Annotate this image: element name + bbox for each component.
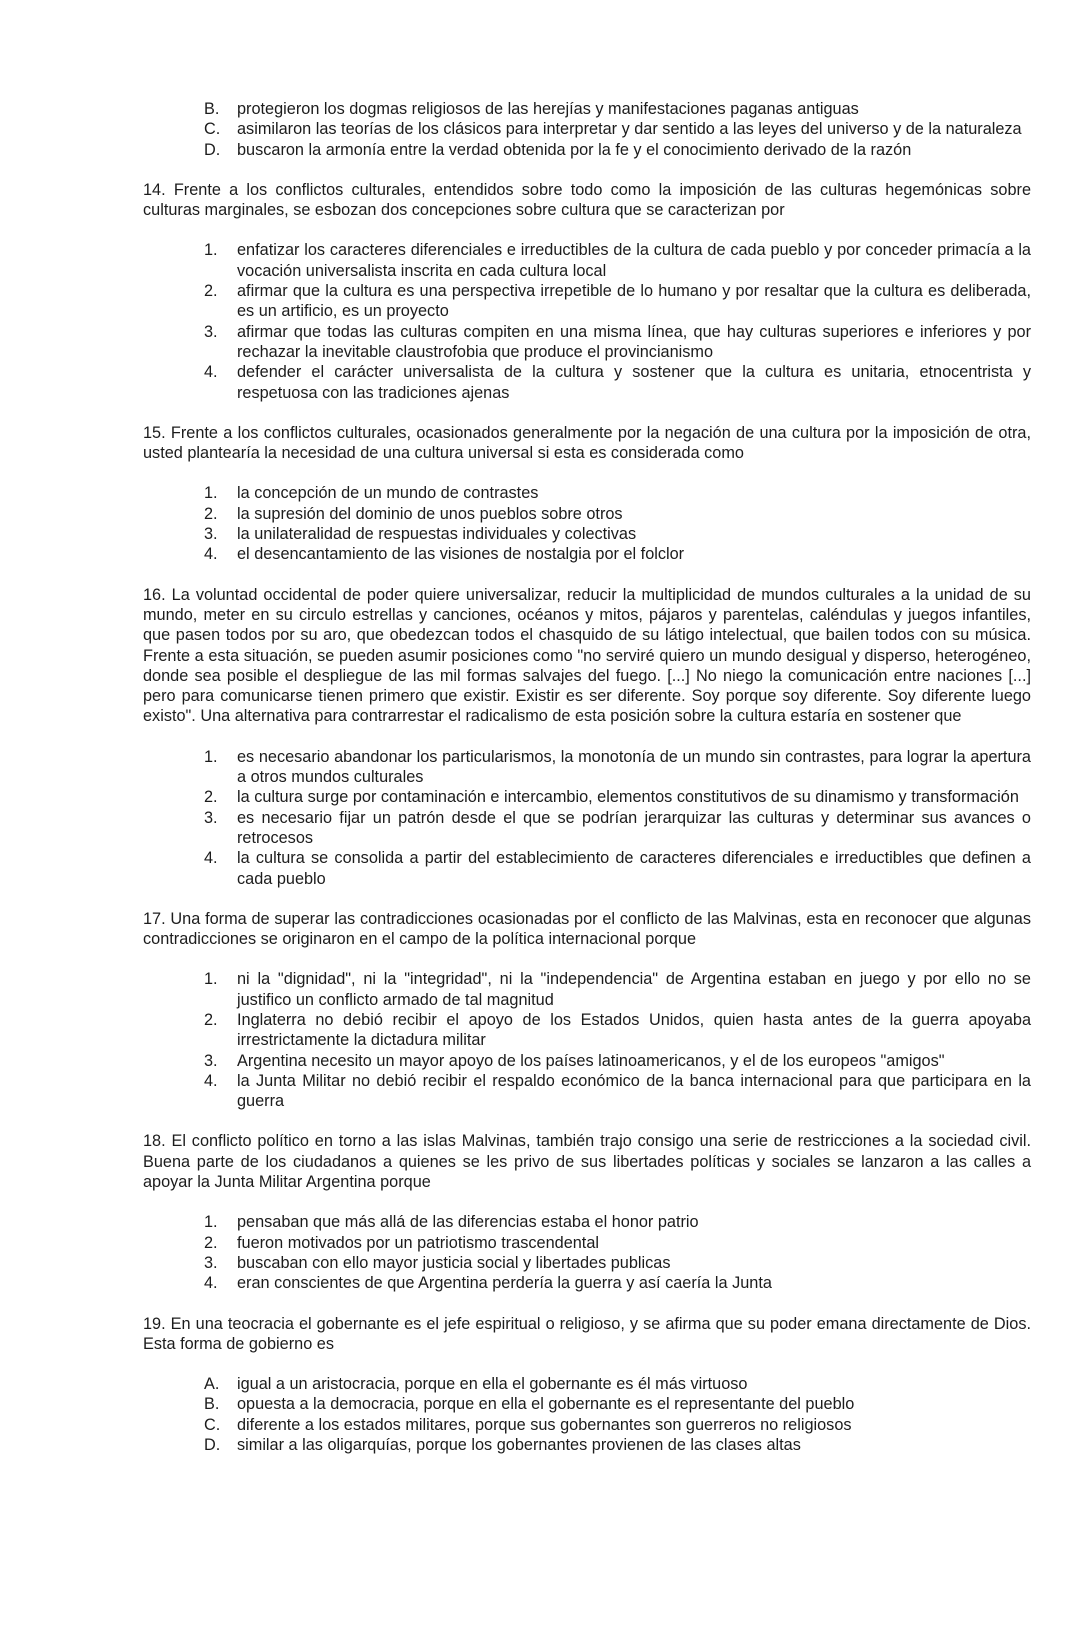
option-label: 3. [204,525,218,544]
option-label: D. [204,140,221,159]
option-text: asimilaron las teorías de los clásicos para interpretar y dar sentido a las leyes del universo y de la naturaleza [237,120,1022,139]
option-label: C. [204,1415,221,1434]
option-text: la cultura surge por contaminación e intercambio, elementos constitutivos de su dinamismo y transformación [237,788,1019,807]
option-text: fueron motivados por un patriotismo trascendental [237,1233,600,1252]
option-item [204,1273,1031,1293]
question-14 [143,180,1031,403]
question-stem: 17. Una forma de superar las contradicciones ocasionadas por el conflicto de las Malvinas, esta en reconocer que algunas contradicciones se originaron en el campo de la política internacional porque [143,909,1031,949]
option-item [204,1212,1031,1232]
question-stem: 15. Frente a los conflictos culturales, ocasionados generalmente por la negación de una cultura por la imposición de otra, usted plantearía la necesidad de una cultura universal si esta es considerada como [143,423,1031,463]
option-text: eran conscientes de que Argentina perdería la guerra y así caería la Junta [237,1274,772,1293]
option-item [204,119,1031,139]
option-label: 3. [204,1253,218,1272]
question-options [143,483,1031,564]
option-text: la unilateralidad de respuestas individuales y colectivas [237,525,637,544]
option-label: 4. [204,849,218,868]
option-label: 1. [204,241,218,260]
question-stem: 16. La voluntad occidental de poder quiere universalizar, reducir la multiplicidad de mundos culturales a la unidad de su mundo, meter en su circulo estrellas y canciones, océanos y mitos, pájaros y parentelas, caléndulas y juegos infantiles, que pasen todos por su aro, que obedezcan todos el chasquido de su látigo intelectual, que bailen todos con su música. Frente a esta situación, se pueden asumir posiciones como "no serviré quiero un mundo desigual y disperso, heterogéneo, donde sea posible el despliegue de las mil formas salvajes del fuego. [...] No niego la comunicación entre naciones [...] pero para comunicarse tienen primero que existir. Existir es ser diferente. Soy porque soy diferente. Soy diferente luego existo". Una alternativa para contrarrestar el radicalismo de esta posición sobre la cultura estaría en sostener que [143,585,1031,726]
option-item [204,1394,1031,1414]
option-item [204,1071,1031,1112]
option-text: Argentina necesito un mayor apoyo de los países latinoamericanos, y el de los europeos "amigos" [237,1051,945,1070]
question-16 [143,585,1031,889]
question-17 [143,909,1031,1112]
option-label: 4. [204,545,218,564]
question-options [143,969,1031,1111]
option-text: ni la "dignidad", ni la "integridad", ni la "independencia" de Argentina estaban en juego y por ello no se justifico un conflicto armado de tal magnitud [237,970,1031,1009]
option-item [204,1374,1031,1394]
question-stem: 18. El conflicto político en torno a las islas Malvinas, también trajo consigo una serie de restricciones a la sociedad civil. Buena parte de los ciudadanos a quienes se les privo de sus libertades políticas y sociales se lanzaron a las calles a apoyar la Junta Militar Argentina porque [143,1132,1031,1192]
question-options [143,1212,1031,1293]
option-label: 4. [204,363,218,382]
option-label: 2. [204,788,218,807]
option-label: 1. [204,1213,218,1232]
option-item [204,281,1031,322]
question-options [143,747,1031,889]
option-item [204,140,1031,160]
option-label: A. [204,1375,220,1394]
option-label: 4. [204,1071,218,1090]
option-text: protegieron los dogmas religiosos de las herejías y manifestaciones paganas antiguas [237,100,859,118]
option-item [204,240,1031,281]
option-item [204,1415,1031,1435]
option-text: opuesta a la democracia, porque en ella el gobernante es el representante del pueblo [237,1395,855,1414]
option-label: 4. [204,1274,218,1293]
question-19 [143,1314,1031,1456]
option-item [204,1435,1031,1455]
option-text: buscaron la armonía entre la verdad obtenida por la fe y el conocimiento derivado de la razón [237,140,912,159]
document-page [143,99,1031,1455]
option-label: 1. [204,484,218,503]
option-text: la concepción de un mundo de contrastes [237,484,539,503]
option-text: defender el carácter universalista de la cultura y sostener que la cultura es unitaria, etnocentrista y respetuosa con las tradiciones ajenas [237,363,1031,402]
option-text: es necesario abandonar los particularismos, la monotonía de un mundo sin contrastes, para lograr la apertura a otros mundos culturales [237,747,1031,787]
question-options [143,1374,1031,1455]
question-18 [143,1131,1031,1293]
option-label: 1. [204,747,218,766]
option-text: afirmar que la cultura es una perspectiva irrepetible de lo humano y por resaltar que la cultura es deliberada, es un artificio, es un proyecto [237,282,1031,321]
question-15 [143,423,1031,565]
option-label: 3. [204,1051,218,1070]
option-text: similar a las oligarquías, porque los gobernantes provienen de las clases altas [237,1436,801,1455]
option-text: enfatizar los caracteres diferenciales e irreductibles de la cultura de cada pueblo y por conceder primacía a la vocación universalista inscrita en cada cultura local [237,241,1031,280]
option-item [204,99,1031,119]
option-item [204,322,1031,363]
option-label: B. [204,1395,220,1414]
option-label: D. [204,1436,221,1455]
option-label: B. [204,100,220,118]
option-item [204,524,1031,544]
question-stem: 14. Frente a los conflictos culturales, entendidos sobre todo como la imposición de las culturas hegemónicas sobre culturas marginales, se esbozan dos concepciones sobre cultura que se caracterizan por [143,180,1031,220]
option-item [204,1253,1031,1273]
option-item [204,1051,1031,1071]
option-text: diferente a los estados militares, porque sus gobernantes son guerreros no religiosos [237,1415,852,1434]
option-text: afirmar que todas las culturas compiten en una misma línea, que hay culturas superiores e inferiores y por rechazar la inevitable claustrofobia que produce el provincianismo [237,322,1031,361]
option-item [204,544,1031,564]
option-text: el desencantamiento de las visiones de nostalgia por el folclor [237,545,685,564]
option-label: 2. [204,504,218,523]
option-label: C. [204,120,221,139]
option-text: buscaban con ello mayor justicia social y libertades publicas [237,1253,671,1272]
option-text: la cultura se consolida a partir del establecimiento de caracteres diferenciales e irreductibles que definen a cada pueblo [237,849,1031,888]
option-item [204,1010,1031,1051]
option-text: pensaban que más allá de las diferencias estaba el honor patrio [237,1213,699,1232]
option-label: 2. [204,1233,218,1252]
option-text: igual a un aristocracia, porque en ella el gobernante es él más virtuoso [237,1375,748,1394]
option-label: 3. [204,808,218,827]
option-label: 3. [204,322,218,341]
option-label: 1. [204,970,218,989]
option-label: 2. [204,1010,218,1029]
option-text: Inglaterra no debió recibir el apoyo de los Estados Unidos, quien hasta antes de la guerra apoyaba irrestrictamente la dictadura militar [237,1010,1031,1050]
option-text: la supresión del dominio de unos pueblos sobre otros [237,504,623,523]
question-stem: 19. En una teocracia el gobernante es el jefe espiritual o religioso, y se afirma que su poder emana directamente de Dios. Esta forma de gobierno es [143,1314,1031,1353]
option-item [204,483,1031,503]
option-item [204,504,1031,524]
continuation-options [143,99,1031,160]
question-options [143,240,1031,402]
option-item [204,848,1031,889]
option-item [204,969,1031,1010]
option-item [204,808,1031,849]
option-text: la Junta Militar no debió recibir el respaldo económico de la banca internacional para que participara en la guerra [237,1071,1031,1111]
option-item [204,362,1031,403]
option-item [204,787,1031,807]
option-label: 2. [204,282,218,301]
option-item [204,747,1031,788]
option-text: es necesario fijar un patrón desde el que se podrían jerarquizar las culturas y determinar sus avances o retrocesos [237,808,1031,847]
option-item [204,1233,1031,1253]
